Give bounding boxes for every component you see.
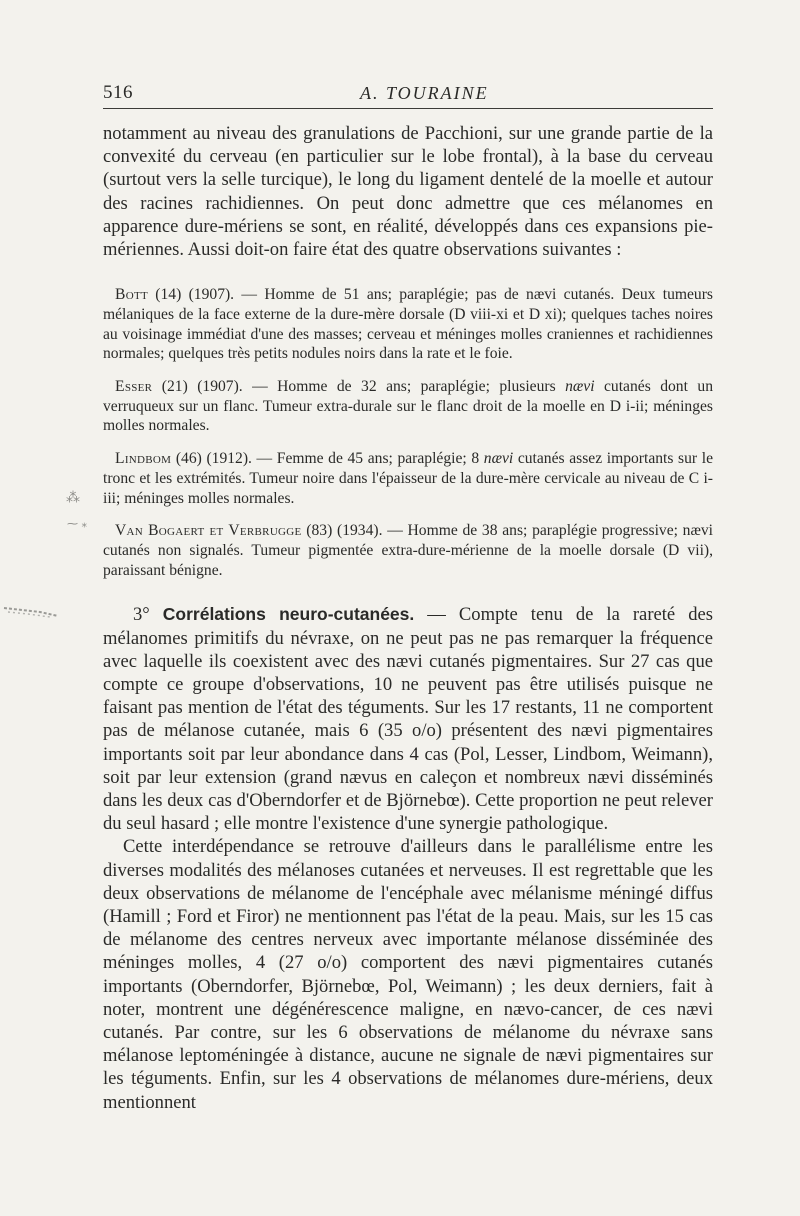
observation-item <box>103 285 713 364</box>
margin-stain <box>2 604 62 618</box>
observation-text: Femme de 45 ans; paraplégie; 8 <box>276 450 484 468</box>
observation-item <box>103 521 713 580</box>
observation-author: Esser <box>115 378 153 396</box>
observation-author: Lindbom <box>115 450 172 468</box>
margin-stain: ⁂ <box>66 490 80 506</box>
closing-paragraph: Cette interdépendance se retrouve d'ailleurs dans le parallélisme entre les diverses modalités des mélanoses cutanées et nerveuses. Il est regrettable que les deux observations de mélanome de l'encéphale avec mélanisme méningé diffus (Hamill ; Ford et Firor) ne mentionnent pas l'état de la peau. Mais, sur les 15 cas de mélanome des centres nerveux avec importante mélanose disséminée des méninges molles, 4 (27 o/o) comportent des nævi pigmentaires cutanés importants (Oberndorfer, Björnebœ, Pol, Weimann) ; les deux derniers, fait à noter, montrent une dégénérescence maligne, en nævo-cancer, de ces nævi cutanés. Par contre, sur les 6 observations de mélanome du névraxe sans mélanose leptoméningée à distance, aucune ne signale de nævi pigmentaires sur les téguments. Enfin, sur les 4 observations de mélanomes dure-mériens, deux mentionnent <box>103 836 713 1113</box>
margin-stain: ⁓ ⁎ <box>67 517 87 530</box>
observation-italic-term: nævi <box>565 378 595 396</box>
section-paragraph <box>103 603 713 835</box>
observation-italic-term: nævi <box>483 450 514 468</box>
observation-text: Homme de 38 ans; paraplégie progressive; nævi cutanés non signalés. Tumeur pigmentée extra-dure-mérienne de la moelle dorsale (D vii), paraissant bénigne. <box>103 522 714 579</box>
page-number: 516 <box>103 82 133 103</box>
observation-reference: (83) (1934). — <box>301 522 408 540</box>
observation-text: Homme de 32 ans; paraplégie; plusieurs <box>277 378 566 396</box>
section-number: 3° <box>133 604 163 626</box>
observation-reference: (46) (1912). — <box>171 450 277 468</box>
intro-paragraph: notamment au niveau des granulations de Pacchioni, sur une grande partie de la convexité du cerveau (en particulier sur le lobe frontal), à la base du cerveau (surtout vers la selle turcique), le long du ligament dentelé de la moelle et autour des racines rachidiennes. On peut donc admettre que ces mélanomes en apparence dure-mériens se sont, en réalité, développés dans ces expansions pie-mériennes. Aussi doit-on faire état des quatre observations suivantes : <box>103 123 713 261</box>
observation-item <box>103 449 713 508</box>
observation-author: Van Bogaert et Verbrugge <box>115 522 302 540</box>
section-title: Corrélations neuro-cutanées. <box>162 604 415 625</box>
document-page <box>103 80 713 1114</box>
observation-reference: (21) (1907). — <box>152 378 278 396</box>
observation-list <box>103 285 713 580</box>
observation-author: Bott <box>115 286 148 304</box>
observation-text: Homme de 51 ans; paraplégie; pas de nævi cutanés. Deux tumeurs mélaniques de la face externe de la dure-mère dorsale (D viii-xi et D xi); quelques taches noires au voisinage immédiat d'une des masses; cerveau et méninges molles craniennes et rachidiennes normales; quelques très petits nodules noirs dans la rate et le foie. <box>103 286 713 363</box>
page-header <box>103 80 713 109</box>
observation-item <box>103 377 713 436</box>
observation-text: cutanés dont un verruqueux sur un flanc. Tumeur extra-durale sur le flanc droit de la moelle en D i-ii; méninges molles normales. <box>103 378 713 435</box>
observation-text: cutanés assez importants sur le tronc et les extrémités. Tumeur noire dans l'épaisseur de la dure-mère cervicale au niveau de C i-iii; méninges molles normales. <box>103 450 713 507</box>
running-head: A. TOURAINE <box>360 83 489 103</box>
section-text: — Compte tenu de la rareté des mélanomes primitifs du névraxe, on ne peut pas ne pas remarquer la fréquence avec laquelle ils coexistent avec des nævi cutanés pigmentaires. Sur 27 cas que compte ce groupe d'observations, 10 ne peuvent pas être utilisés puisque ne faisant pas mention de l'état des téguments. Sur les 17 restants, 11 ne comportent pas de mélanose cutanée, mais 6 (35 o/o) présentent des nævi pigmentaires importants soit par leur abondance dans 4 cas (Pol, Lesser, Lindbom, Weimann), soit par leur extension (grand nævus en caleçon et nombreux nævi disséminés dans les deux cas d'Oberndorfer et de Björnebœ). Cette proportion ne peut relever du seul hasard ; elle montre l'existence d'une synergie pathologique. <box>103 604 713 835</box>
observation-reference: (14) (1907). — <box>147 286 265 304</box>
